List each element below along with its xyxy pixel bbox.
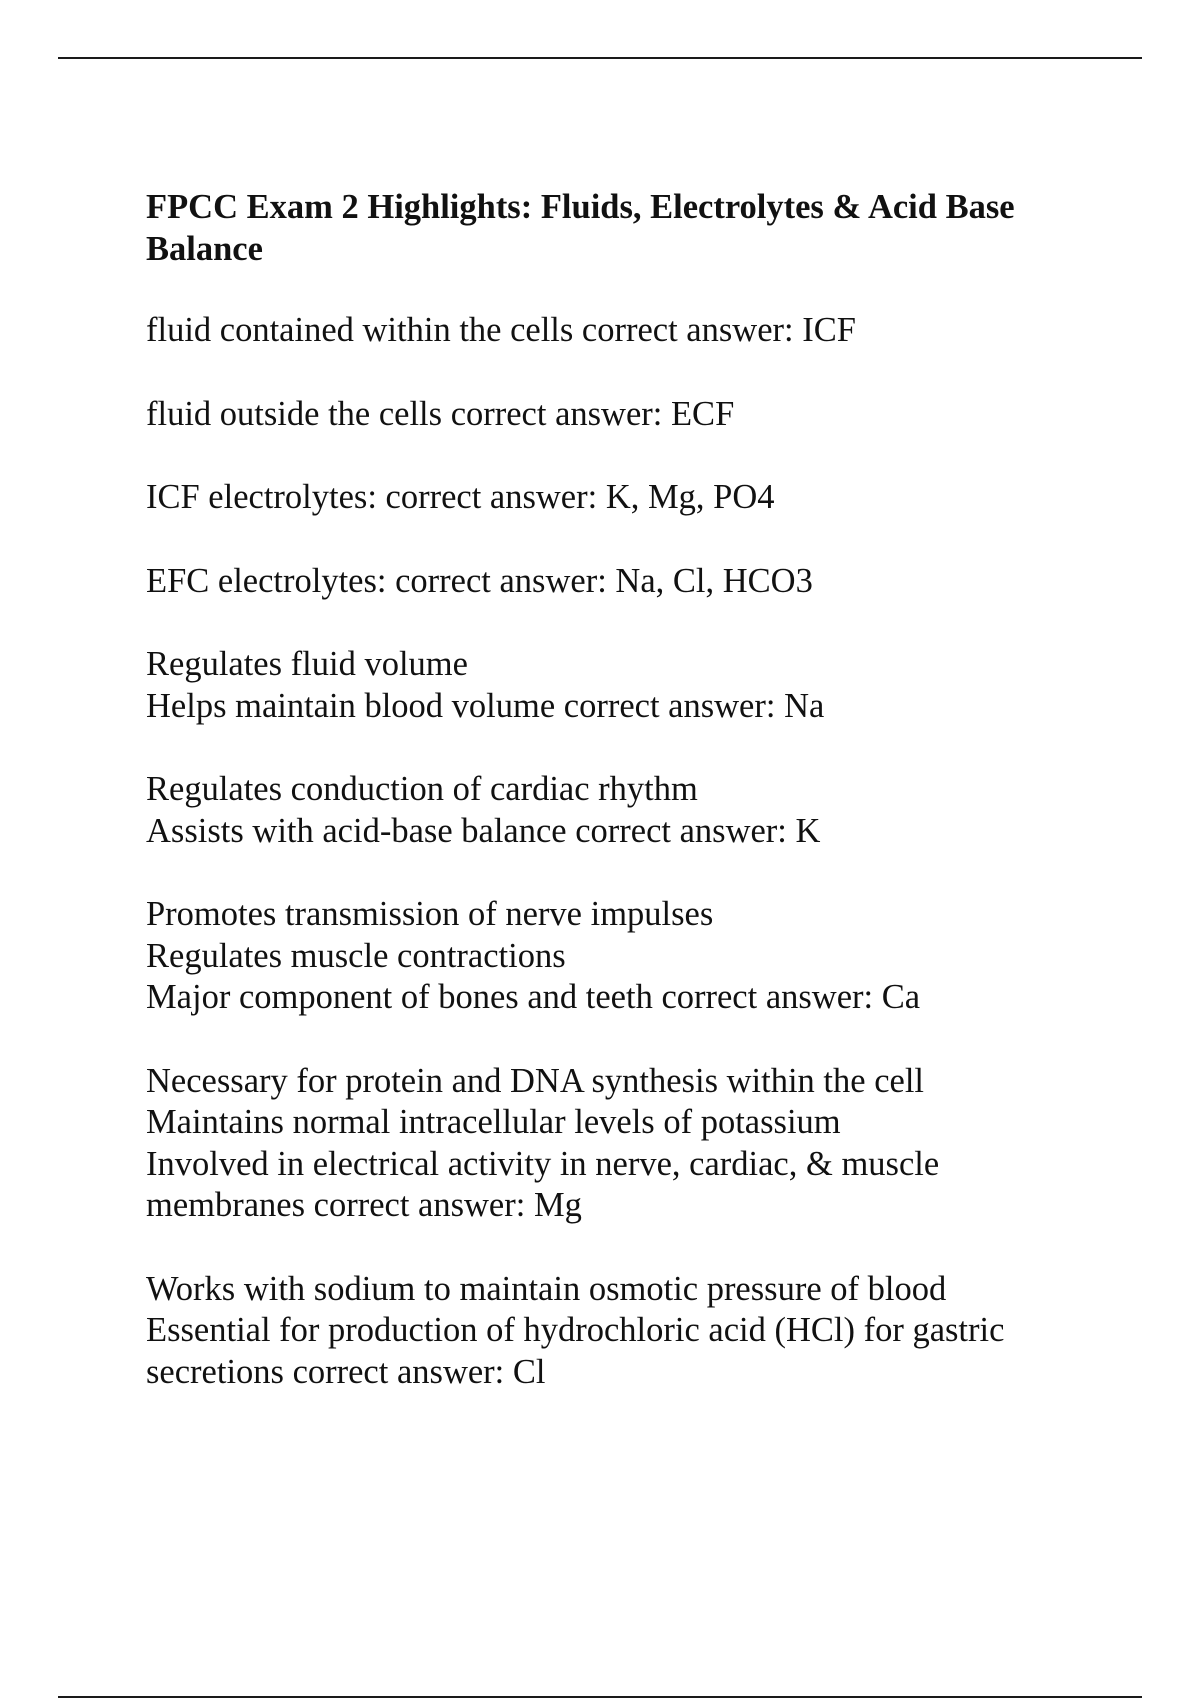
qa-line: Assists with acid-base balance correct answer: K bbox=[146, 811, 821, 850]
qa-line: Essential for production of hydrochloric acid (HCl) for gastric bbox=[146, 1311, 1005, 1349]
qa-line: Necessary for protein and DNA synthesis within the cell bbox=[146, 1061, 924, 1100]
header-rule bbox=[58, 57, 1142, 59]
qa-item bbox=[146, 644, 1086, 727]
qa-line: Regulates muscle contractions bbox=[146, 936, 566, 975]
qa-line: Works with sodium to maintain osmotic pressure of blood bbox=[146, 1269, 947, 1308]
title-line: FPCC Exam 2 Highlights: Fluids, Electrolytes & Acid Base bbox=[146, 188, 1015, 226]
qa-line: Helps maintain blood volume correct answer: Na bbox=[146, 686, 825, 725]
qa-line: Maintains normal intracellular levels of potassium bbox=[146, 1103, 841, 1141]
title-line: Balance bbox=[146, 230, 263, 268]
qa-item bbox=[146, 894, 1086, 1019]
qa-line: ICF electrolytes: correct answer: K, Mg, PO4 bbox=[146, 478, 775, 516]
qa-line: Major component of bones and teeth correct answer: Ca bbox=[146, 978, 921, 1016]
qa-item bbox=[146, 1269, 1086, 1394]
qa-item bbox=[146, 310, 1086, 352]
qa-line: Involved in electrical activity in nerve, cardiac, & muscle bbox=[146, 1144, 940, 1183]
qa-line: EFC electrolytes: correct answer: Na, Cl, HCO3 bbox=[146, 561, 813, 600]
qa-item bbox=[146, 561, 1086, 603]
qa-line: membranes correct answer: Mg bbox=[146, 1186, 582, 1224]
qa-item bbox=[146, 769, 1086, 852]
qa-line: fluid outside the cells correct answer: ECF bbox=[146, 394, 735, 433]
qa-line: Regulates fluid volume bbox=[146, 645, 468, 683]
document-title bbox=[146, 186, 1086, 270]
qa-item bbox=[146, 1061, 1086, 1227]
qa-line: Promotes transmission of nerve impulses bbox=[146, 895, 714, 933]
qa-item bbox=[146, 477, 1086, 519]
qa-line: Regulates conduction of cardiac rhythm bbox=[146, 770, 698, 808]
qa-line: secretions correct answer: Cl bbox=[146, 1352, 546, 1391]
footer-rule bbox=[58, 1696, 1142, 1698]
document-body bbox=[146, 186, 1086, 1435]
qa-line: fluid contained within the cells correct answer: ICF bbox=[146, 311, 856, 349]
qa-item bbox=[146, 394, 1086, 436]
